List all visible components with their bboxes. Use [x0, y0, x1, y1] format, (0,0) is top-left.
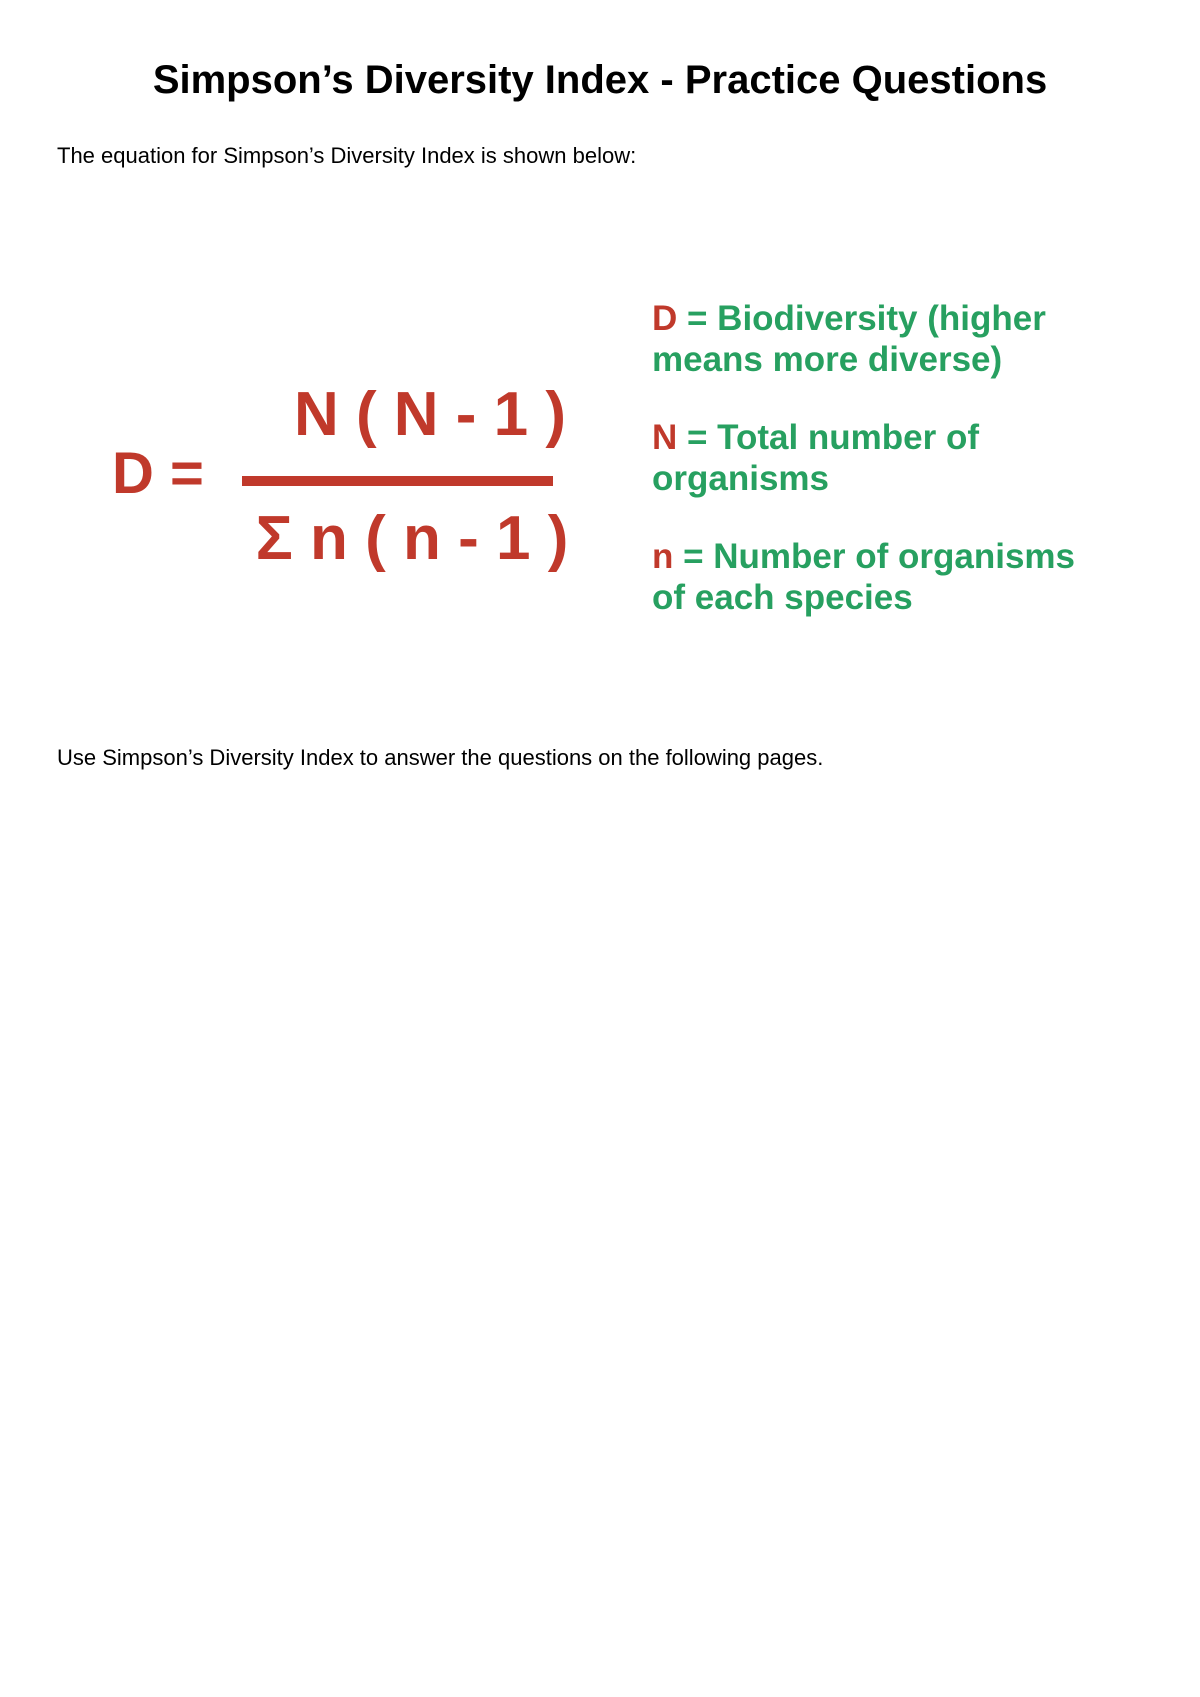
fraction-bar: [242, 476, 553, 486]
legend-item-species-n: [652, 536, 1082, 618]
equation-lhs: D =: [112, 441, 204, 506]
equation-figure: [100, 290, 1100, 670]
page-title: Simpson’s Diversity Index - Practice Questions: [152, 58, 1048, 102]
equation-legend: [652, 298, 1082, 655]
legend-meaning: Number of organisms of each species: [652, 537, 1076, 617]
legend-meaning: Total number of organisms: [652, 418, 980, 498]
equation-numerator: N ( N - 1 ): [293, 380, 567, 449]
outro-text: Use Simpson’s Diversity Index to answer the questions on the following pages.: [57, 745, 824, 770]
legend-item-total-n: [652, 417, 1082, 499]
legend-symbol: D: [652, 299, 678, 338]
legend-separator: =: [673, 537, 714, 576]
equation-denominator: Σ n ( n - 1 ): [255, 504, 569, 573]
legend-meaning: Biodiversity (higher means more diverse): [652, 299, 1046, 379]
legend-symbol: n: [652, 537, 674, 576]
legend-item-d: [652, 298, 1082, 380]
legend-separator: =: [677, 299, 718, 338]
legend-symbol: N: [652, 418, 678, 457]
legend-separator: =: [677, 418, 718, 457]
intro-text: The equation for Simpson’s Diversity Index is shown below:: [57, 143, 637, 168]
